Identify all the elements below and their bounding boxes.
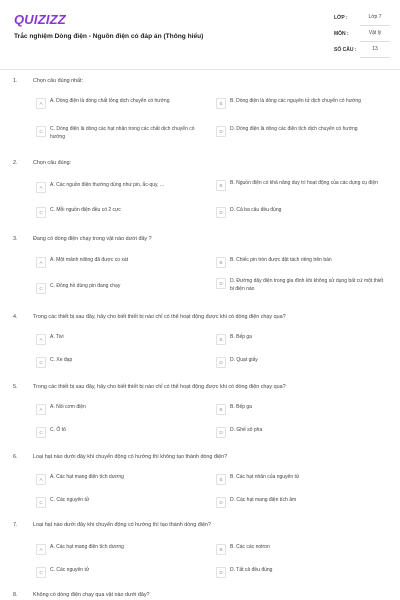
option-text: A. Các hạt mang điện tích dương: [50, 544, 124, 550]
question-text: Trong các thiết bị sau đây, hãy cho biết thiết bị nào chỉ có thể hoạt động được khi có dòng điện chạy qua?: [33, 314, 286, 320]
option-letter-box: C: [36, 283, 46, 294]
option-letter-box: A: [36, 257, 46, 268]
question-number: 5.: [13, 384, 18, 390]
option-text: B. Các các notron: [230, 544, 270, 550]
option-letter-box: D: [216, 497, 226, 508]
meta-label-question-count: SỐ CÂU :: [334, 47, 357, 53]
option-text: D. Các hạt mang điện tích âm: [230, 497, 297, 503]
question-number: 7.: [13, 522, 18, 528]
question-number: 1.: [13, 78, 18, 84]
option-text: A. Dòng điện là dòng chất lỏng dịch chuyển có hướng: [50, 98, 170, 104]
option-text: B. Nguồn điện có khả năng duy trì hoạt động của các dụng cụ điện: [230, 180, 378, 186]
option-text: D. Dòng điện là dòng các điện tích dịch chuyển có hướng: [230, 126, 358, 132]
option-letter-box: D: [216, 207, 226, 218]
option-text: D. Cả ba câu đều đúng: [230, 207, 282, 213]
option-letter-box: B: [216, 180, 226, 191]
option-text: A. Các nguồn điện thường dùng như pin, ắc-quy, ...: [50, 182, 165, 188]
option-letter-box: C: [36, 357, 46, 368]
quizizz-logo[interactable]: QUIZIZZ: [14, 12, 66, 27]
worksheet-title: Trắc nghiệm Dòng điện - Nguồn điện có đáp án (Thông hiểu): [14, 33, 204, 40]
question-number: 2.: [13, 160, 18, 166]
option-text: C. Xe đạp: [50, 357, 73, 363]
option-letter-box: D: [216, 567, 226, 578]
worksheet-header: [0, 0, 400, 66]
option-text: C. Các nguyên tử: [50, 497, 90, 503]
option-letter-box: B: [216, 334, 226, 345]
question-text: Chọn câu đúng:: [33, 160, 72, 166]
option-text: D. Tất cả đều đúng: [230, 567, 273, 573]
option-text: A. Nồi cơm điện: [50, 404, 86, 410]
option-text: D. Quạt giấy: [230, 357, 258, 363]
question-text: Chọn câu đúng nhất:: [33, 78, 84, 84]
option-text: B. Chiếc pin tròn được đặt tách riêng trên bàn: [230, 257, 332, 263]
question-text: Loại hạt nào dưới đây khi chuyển động có hướng thì không tạo thành dòng điện?: [33, 454, 228, 460]
option-letter-box: A: [36, 474, 46, 485]
header-divider: [0, 69, 400, 70]
option-letter-box: B: [216, 404, 226, 415]
worksheet-meta: [330, 13, 392, 61]
option-text: B. Các hạt nhân của nguyên tử: [230, 474, 300, 480]
option-letter-box: C: [36, 126, 46, 137]
option-letter-box: D: [216, 126, 226, 137]
option-letter-box: B: [216, 544, 226, 555]
option-text: A. Một mảnh nilông đã được cọ xát: [50, 257, 129, 263]
meta-row-grade: [330, 13, 392, 29]
option-letter-box: B: [216, 257, 226, 268]
option-letter-box: A: [36, 182, 46, 193]
option-letter-box: C: [36, 567, 46, 578]
option-letter-box: B: [216, 98, 226, 109]
option-text: C. Mỗi nguồn điện đều có 2 cực: [50, 207, 121, 213]
option-letter-box: A: [36, 98, 46, 109]
option-text: B. Dòng điện là dòng các nguyên tử dịch chuyển có hướng: [230, 98, 361, 104]
meta-row-question-count: [330, 45, 392, 61]
meta-value-question-count: 13: [360, 45, 390, 58]
option-letter-box: D: [216, 278, 226, 289]
meta-label-subject: MÔN :: [334, 31, 349, 37]
meta-label-grade: LỚP :: [334, 15, 348, 21]
option-letter-box: A: [36, 544, 46, 555]
question-number: 6.: [13, 454, 18, 460]
question-number: 3.: [13, 236, 18, 242]
option-letter-box: B: [216, 474, 226, 485]
option-letter-box: D: [216, 357, 226, 368]
option-text: D. Đường dây điện trong gia đình khi không sử dụng bất cứ một thiết bị điện nào: [230, 278, 384, 292]
option-text: C. Đồng hồ dùng pin đang chạy: [50, 283, 121, 289]
question-number: 4.: [13, 314, 18, 320]
meta-value-subject: Vật lý: [360, 29, 390, 42]
option-text: C. Ô tô: [50, 427, 66, 433]
option-text: B. Bếp ga: [230, 334, 252, 340]
option-letter-box: C: [36, 207, 46, 218]
option-text: A. Tivi: [50, 334, 64, 340]
meta-value-grade: Lớp 7: [360, 13, 390, 26]
question-number: 8.: [13, 592, 18, 598]
question-text: Trong các thiết bị sau đây, hãy cho biết thiết bị nào chỉ có thể hoạt động được khi có dòng điện chạy qua?: [33, 384, 286, 390]
option-letter-box: A: [36, 404, 46, 415]
option-text: D. Ghế sô pha: [230, 427, 263, 433]
question-text: Loại hạt nào dưới đây khi chuyển động có hướng thì tạo thành dòng điện?: [33, 522, 211, 528]
question-text: Đang có dòng điện chạy trong vật nào dưới đây ?: [33, 236, 152, 242]
question-text: Không có dòng điện chạy qua vật nào dưới đây?: [33, 592, 150, 598]
meta-row-subject: [330, 29, 392, 45]
option-letter-box: A: [36, 334, 46, 345]
option-text: A. Các hạt mang điện tích dương: [50, 474, 124, 480]
option-text: C. Các nguyên tử: [50, 567, 90, 573]
option-letter-box: C: [36, 497, 46, 508]
option-letter-box: D: [216, 427, 226, 438]
option-text: C. Dòng điện là dòng các hạt nhân trong các chất dịch chuyển có hướng: [50, 126, 195, 140]
option-text: B. Bếp ga: [230, 404, 252, 410]
option-letter-box: C: [36, 427, 46, 438]
